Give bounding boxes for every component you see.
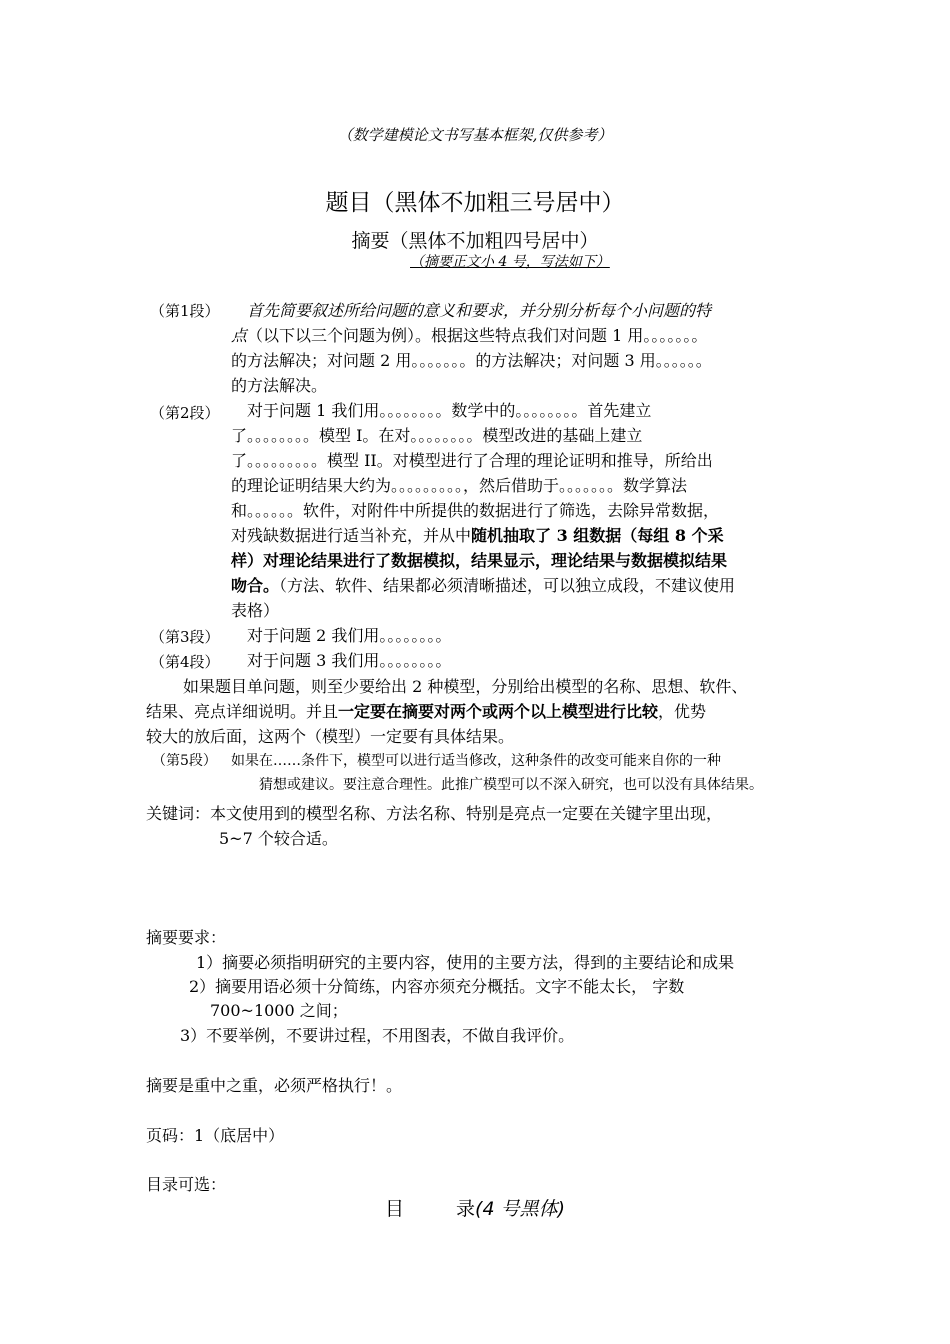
toc-title-note: (4 号黑体) <box>475 1198 565 1220</box>
p2-line: 表格） <box>231 601 280 620</box>
paragraph-3: 对于问题 2 我们用。。。。。。。。 <box>247 626 452 645</box>
requirement-3: 3）不要举例，不要讲过程，不用图表，不做自我评价。 <box>180 1026 575 1045</box>
abstract-hint: （摘要正文小 4 号，写法如下） <box>410 254 610 270</box>
requirement-2-cont: 700~1000 之间； <box>210 1001 348 1020</box>
paragraph-3-label: （第3段） <box>150 628 220 646</box>
page-number-note: 页码：1（底居中） <box>146 1126 285 1145</box>
paragraph-4: 对于问题 3 我们用。。。。。。。。 <box>247 651 452 670</box>
p2-line: 了。。。。。。。。模型 I。在对。。。。。。。。模型改进的基础上建立 <box>231 426 643 445</box>
paragraph-2 <box>231 398 809 623</box>
requirement-2: 2）摘要用语必须十分简练，内容亦须充分概括。文字不能太长， 字数 <box>189 977 685 996</box>
p2-line-bold: 随机抽取了 3 组数据（每组 8 个采 <box>471 526 724 545</box>
p2-line: （方法、软件、结果都必须清晰描述，可以独立成段，不建议使用 <box>279 576 736 595</box>
toc-title-char: 目 <box>385 1198 405 1220</box>
p2-line: 和。。。。。。软件，对附件中所提供的数据进行了筛选，去除异常数据， <box>231 501 720 520</box>
paragraph-5-line2: 猜想或建议。要注意合理性。此推广模型可以不深入研究，也可以没有具体结果。 <box>259 777 763 793</box>
toc-title-char: 录 <box>456 1198 476 1220</box>
single-text: 结果、亮点详细说明。并且 <box>146 702 339 721</box>
paragraph-5-label: （第5段） <box>152 753 217 769</box>
keywords-line1: 关键词：本文使用到的模型名称、方法名称、特别是亮点一定要在关键字里出现， <box>146 804 723 823</box>
toc-title <box>0 1194 950 1221</box>
toc-optional-note: 目录可选： <box>146 1175 227 1194</box>
paragraph-2-label: （第2段） <box>150 404 220 422</box>
p2-line-bold: 吻合。 <box>231 576 280 595</box>
single-text: ，优势 <box>658 702 707 721</box>
emphasis-note: 摘要是重中之重，必须严格执行！。 <box>146 1076 403 1095</box>
p1-line: （以下以三个问题为例）。根据这些特点我们对问题 1 用。。。。。。。 <box>247 326 708 345</box>
single-problem-line2 <box>146 699 706 722</box>
requirements-heading: 摘要要求： <box>146 928 227 947</box>
p1-line: 的方法解决。 <box>231 376 328 395</box>
paragraph-1 <box>231 298 809 398</box>
paragraph-1-label: （第1段） <box>150 302 220 320</box>
abstract-title: 摘要（黑体不加粗四号居中） <box>351 230 599 252</box>
paragraph-4-label: （第4段） <box>150 653 220 671</box>
page-title: 题目（黑体不加粗三号居中） <box>325 190 625 216</box>
single-text-bold: 一定要在摘要对两个或两个以上模型进行比较 <box>338 702 659 721</box>
p2-line: 了。。。。。。。。。模型 II。对模型进行了合理的理论证明和推导，所给出 <box>231 451 713 470</box>
p1-line: 点 <box>231 326 248 345</box>
p1-line: 的方法解决；对问题 2 用。。。。。。。的方法解决；对问题 3 用。。。。。。 <box>231 351 712 370</box>
p2-line: 的理论证明结果大约为。。。。。。。。。，然后借助于。。。。。。。数学算法 <box>231 476 688 495</box>
header-note: （数学建模论文书写基本框架,仅供参考） <box>337 126 613 144</box>
p2-line-bold: 样）对理论结果进行了数据模拟，结果显示，理论结果与数据模拟结果 <box>231 551 728 570</box>
p2-line: 对于问题 1 我们用。。。。。。。。数学中的。。。。。。。。首先建立 <box>247 401 652 420</box>
requirement-1: 1）摘要必须指明研究的主要内容，使用的主要方法，得到的主要结论和成果 <box>196 953 735 972</box>
single-problem-line1: 如果题目单问题，则至少要给出 2 种模型，分别给出模型的名称、思想、软件、 <box>183 677 748 696</box>
p2-line: 对残缺数据进行适当补充，并从中 <box>231 526 472 545</box>
p1-line: 首先简要叙述所给问题的意义和要求，并分别分析每个小问题的特 <box>247 301 712 320</box>
keywords-line2: 5~7 个较合适。 <box>219 829 338 848</box>
paragraph-5-line1: 如果在……条件下，模型可以进行适当修改，这种条件的改变可能来自你的一种 <box>231 753 721 769</box>
single-problem-line3: 较大的放后面，这两个（模型）一定要有具体结果。 <box>146 727 515 746</box>
